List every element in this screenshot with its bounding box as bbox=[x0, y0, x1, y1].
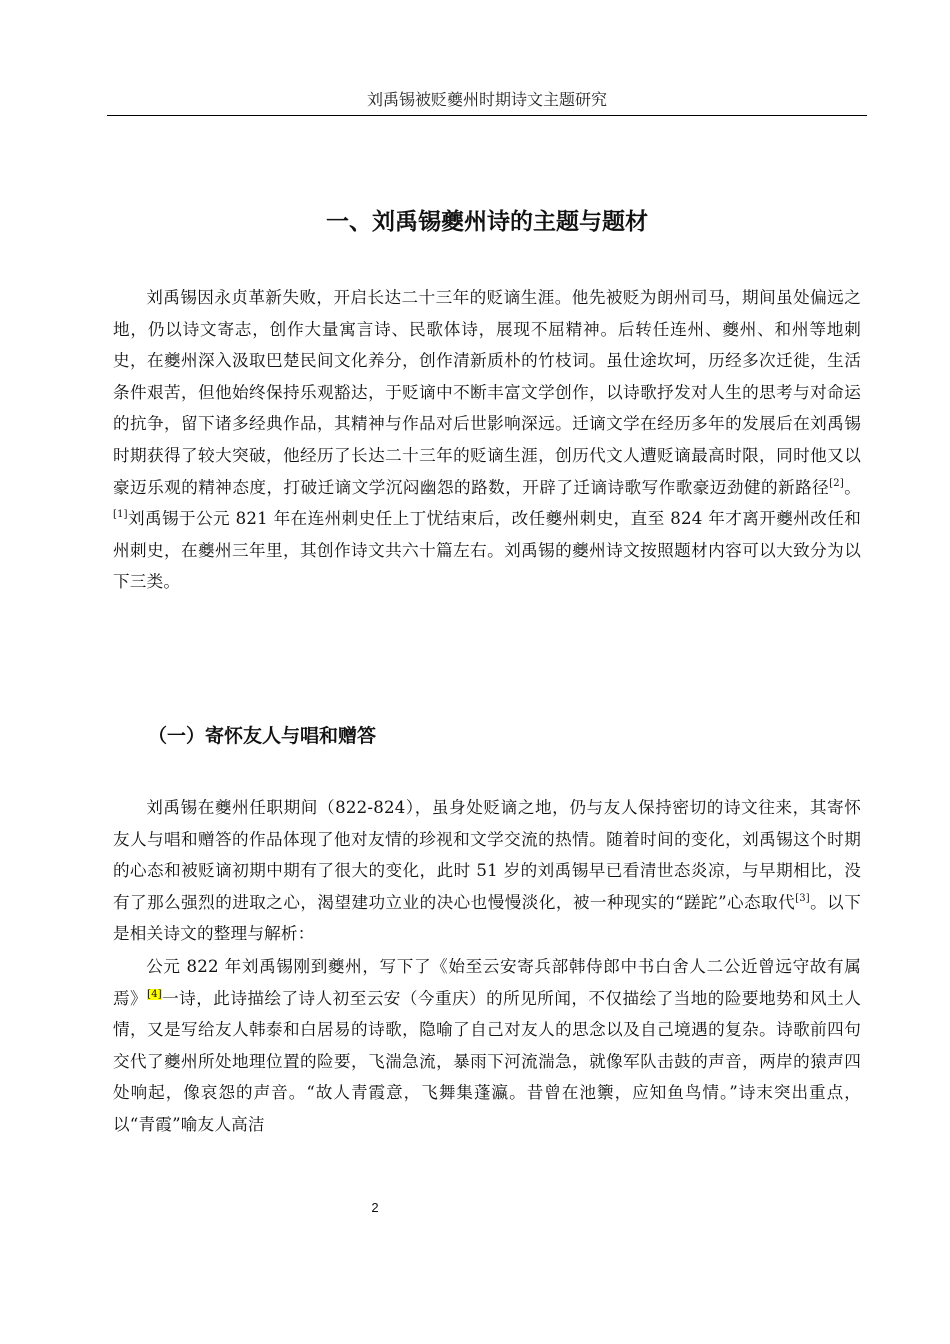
citation-marker[interactable]: [3] bbox=[795, 892, 810, 904]
chapter-title: 一、刘禹锡夔州诗的主题与题材 bbox=[326, 209, 648, 235]
citation-marker[interactable]: [2] bbox=[829, 477, 844, 489]
highlighted-citation-marker[interactable]: [4] bbox=[147, 988, 162, 1000]
paragraph-text: 公元 822 年刘禹锡刚到夔州，写下了《始至云安寄兵部韩侍郎中书白舍人二公近曾远守故有属焉》 bbox=[113, 957, 861, 1008]
paragraph-text: 一诗，此诗描绘了诗人初至云安（今重庆）的所见所闻，不仅描绘了当地的险要地势和风土人情，又是写给友人韩泰和白居易的诗歌，隐喻了自己对友人的思念以及自己境遇的复杂。诗歌前四句交代了夔州所处地理位置的险要，飞湍急流，暴雨下河流湍急，就像军队击鼓的声音，两岸的猿声四处响起，像哀怨的声音。“故人青霞意，飞舞集蓬瀛。昔曾在池籞，应知鱼鸟情。”诗末突出重点，以“青霞”喻友人高洁 bbox=[113, 988, 861, 1134]
running-header: 刘禹锡被贬夔州时期诗文主题研究 bbox=[366, 90, 607, 109]
citation-marker[interactable]: [1] bbox=[113, 509, 128, 521]
paragraph-text: 刘禹锡因永贞革新失败，开启长达二十三年的贬谪生涯。他先被贬为朗州司马，期间虽处偏远之地，仍以诗文寄志，创作大量寓言诗、民歌体诗，展现不屈精神。后转任连州、夔州、和州等地刺史，在夔州深入汲取巴楚民间文化养分，创作清新质朴的竹枝词。虽仕途坎坷，历经多次迁徙，生活条件艰苦，但他始终保持乐观豁达，于贬谪中不断丰富文学创作，以诗歌抒发对人生的思考与对命运的抗争，留下诸多经典作品，其精神与作品对后世影响深远。迁谪文学在经历多年的发展后在刘禹锡时期获得了较大突破，他经历了长达二十三年的贬谪生涯，创历代文人遭贬谪最高时限，同时他又以豪迈乐观的精神态度，打破迁谪文学沉闷幽怨的路数，开辟了迁谪诗歌写作歌豪迈劲健的新路径 bbox=[113, 288, 861, 497]
section-heading: （一）寄怀友人与唱和赠答 bbox=[148, 725, 377, 747]
body-paragraph-1 bbox=[113, 282, 861, 598]
paragraph-text: 。 bbox=[843, 477, 861, 497]
paragraph-text: 刘禹锡于公元 821 年在连州刺史任上丁忧结束后，改任夔州刺史，直至 824 年才离开夔州改任和州刺史，在夔州三年里，其创作诗文共六十篇左右。刘禹锡的夔州诗文按照题材内容可以大致分为以下三类。 bbox=[113, 509, 861, 592]
body-paragraph-2 bbox=[113, 792, 861, 950]
body-paragraph-3 bbox=[113, 951, 861, 1141]
header-divider bbox=[107, 115, 867, 116]
page-number: 2 bbox=[371, 1200, 379, 1215]
paragraph-text: 。以下是相关诗文的整理与解析： bbox=[113, 892, 861, 944]
paragraph-text: 刘禹锡在夔州任职期间（822-824），虽身处贬谪之地，仍与友人保持密切的诗文往来，其寄怀友人与唱和赠答的作品体现了他对友情的珍视和文学交流的热情。随着时间的变化，刘禹锡这个时期的心态和被贬谪初期中期有了很大的变化，此时 51 岁的刘禹锡早已看清世态炎凉，与早期相比，没有了那么强烈的进取之心，渴望建功立业的决心也慢慢淡化，被一种现实的“蹉跎”心态取代 bbox=[113, 798, 861, 912]
